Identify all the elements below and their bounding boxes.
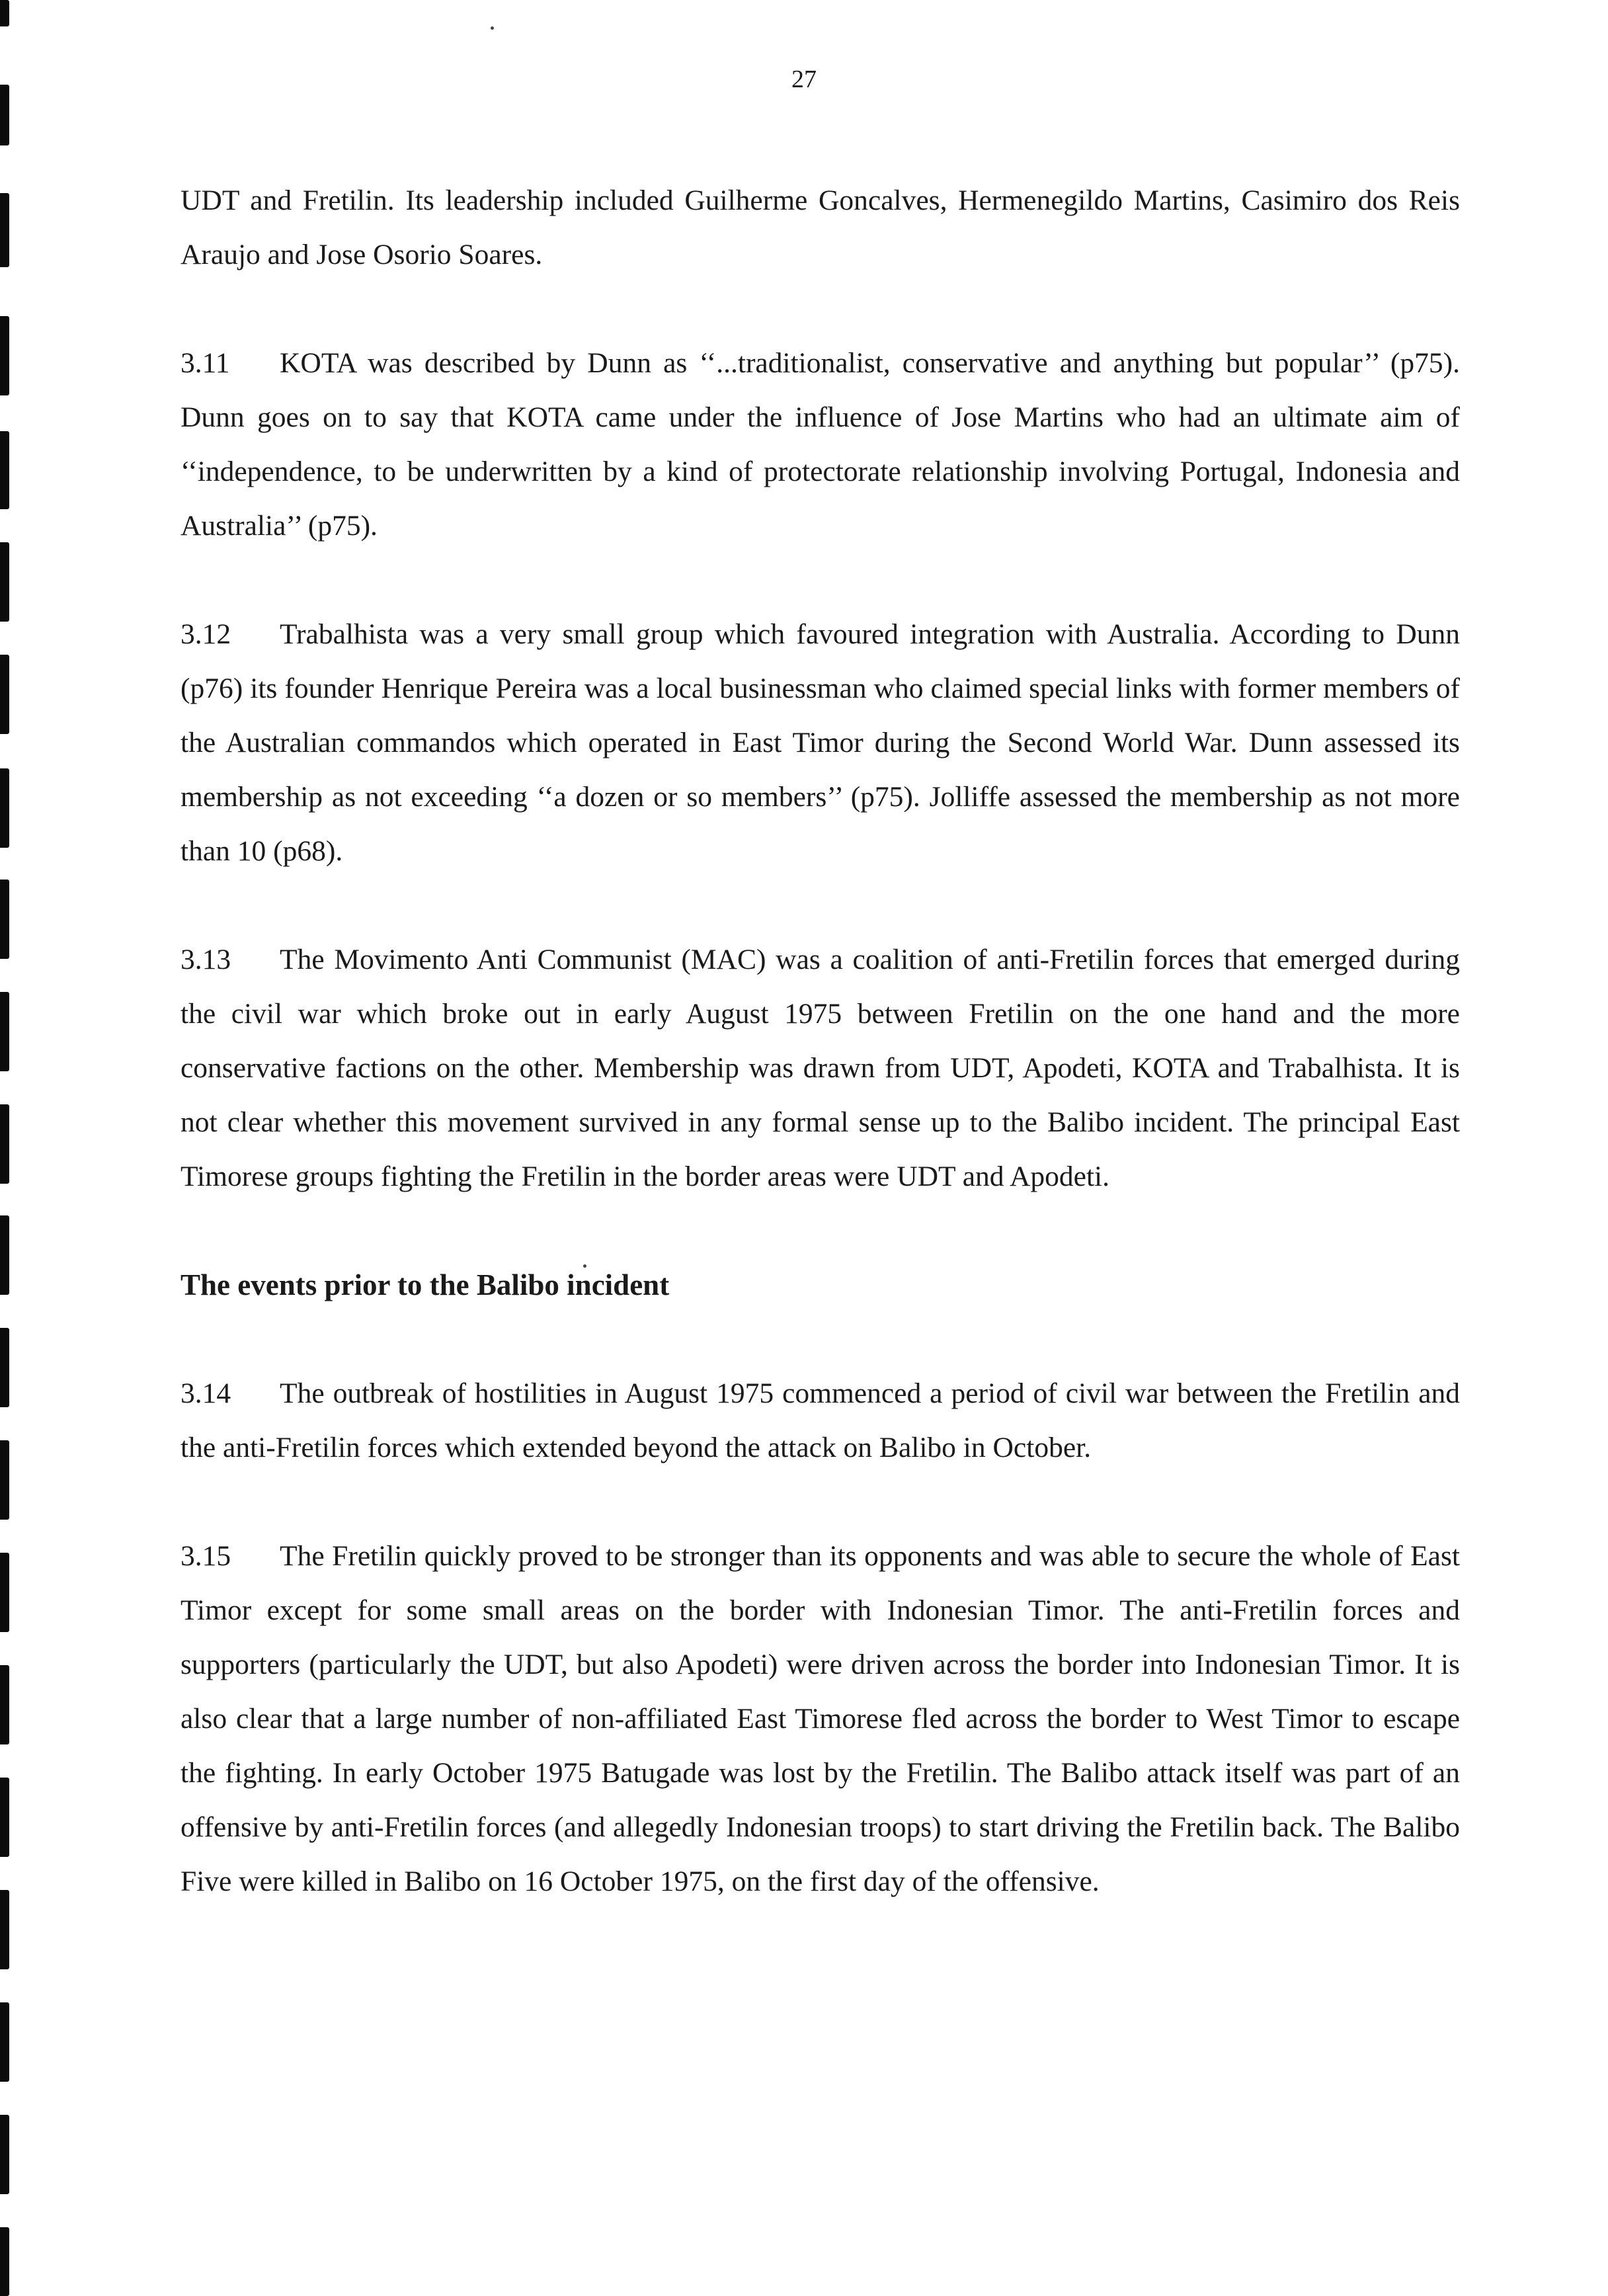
binding-mark (0, 1440, 9, 1520)
paragraph-3-11 (181, 336, 1460, 553)
binding-mark (0, 2115, 9, 2194)
binding-mark (0, 1104, 9, 1184)
document-body (181, 173, 1460, 1963)
binding-mark (0, 768, 9, 848)
binding-mark (0, 655, 9, 734)
scan-speck (491, 26, 494, 30)
binding-mark (0, 1778, 9, 1857)
paragraph-number: 3.14 (181, 1377, 231, 1409)
paragraph-3-12 (181, 607, 1460, 878)
paragraph-3-14 (181, 1366, 1460, 1475)
binding-mark (0, 431, 9, 509)
binding-mark (0, 992, 9, 1071)
binding-mark (0, 316, 9, 395)
binding-mark (0, 880, 9, 959)
binding-mark (0, 2002, 9, 2082)
paragraph-number: 3.15 (181, 1540, 231, 1572)
paragraph-text: The Fretilin quickly proved to be stronger than its opponents and was able to secure the whole of East Timor except for some small areas on the border with Indonesian Timor. The anti-Fretilin forces and supporters (particularly the UDT, but also Apodeti) were driven across the border into Indonesian Timor. It is also clear that a large number of non-affiliated East Timorese fled across the border to West Timor to escape the fighting. In early October 1975 Batugade was lost by the Fretilin. The Balibo attack itself was part of an offensive by anti-Fretilin forces (and allegedly Indonesian troops) to start driving the Fretilin back. The Balibo Five were killed in Balibo on 16 October 1975, on the first day of the offensive. (181, 1540, 1460, 1897)
paragraph-text: Trabalhista was a very small group which favoured integration with Australia. According to Dunn (p76) its founder Henrique Pereira was a local businessman who claimed special links with former members of the Australian commandos which operated in East Timor during the Second World War. Dunn assessed its membership as not exceeding ‘‘a dozen or so members’’ (p75). Jolliffe assessed the membership as not more than 10 (p68). (181, 618, 1460, 867)
paragraph-number: 3.13 (181, 944, 231, 975)
binding-mark (0, 2227, 9, 2296)
paragraph-text: UDT and Fretilin. Its leadership included Guilherme Goncalves, Hermenegildo Martins, Casimiro dos Reis Araujo and Jose Osorio Soares. (181, 184, 1460, 270)
binding-mark (0, 193, 9, 267)
paragraph-3-15 (181, 1529, 1460, 1908)
paragraph-text: The Movimento Anti Communist (MAC) was a coalition of anti-Fretilin forces that emerged during the civil war which broke out in early August 1975 between Fretilin on the one hand and the more conservative factions on the other. Membership was drawn from UDT, Apodeti, KOTA and Trabalhista. It is not clear whether this movement survived in any formal sense up to the Balibo incident. The principal East Timorese groups fighting the Fretilin in the border areas were UDT and Apodeti. (181, 944, 1460, 1192)
paragraph-number: 3.12 (181, 618, 231, 650)
page-number: 27 (791, 65, 817, 93)
binding-mark (0, 1890, 9, 1969)
paragraph-text: KOTA was described by Dunn as ‘‘...traditionalist, conservative and anything but popular’’ (p75). Dunn goes on to say that KOTA came under the influence of Jose Martins who had an ultimate aim of ‘‘independence, to be underwritten by a kind of protectorate relationship involving Portugal, Indonesia and Australia’’ (p75). (181, 347, 1460, 542)
binding-mark (0, 0, 9, 26)
binding-mark (0, 542, 9, 622)
binding-mark (0, 1553, 9, 1632)
section-heading: The events prior to the Balibo incident (181, 1268, 670, 1301)
paragraph-text: The outbreak of hostilities in August 1975 commenced a period of civil war between the Fretilin and the anti-Fretilin forces which extended beyond the attack on Balibo in October. (181, 1377, 1460, 1463)
binding-marks (0, 0, 16, 2296)
binding-mark (0, 1215, 9, 1295)
binding-mark (0, 1665, 9, 1744)
paragraph-3-13 (181, 932, 1460, 1204)
binding-mark (0, 1328, 9, 1407)
paragraph-continuation (181, 173, 1460, 282)
paragraph-number: 3.11 (181, 347, 230, 379)
